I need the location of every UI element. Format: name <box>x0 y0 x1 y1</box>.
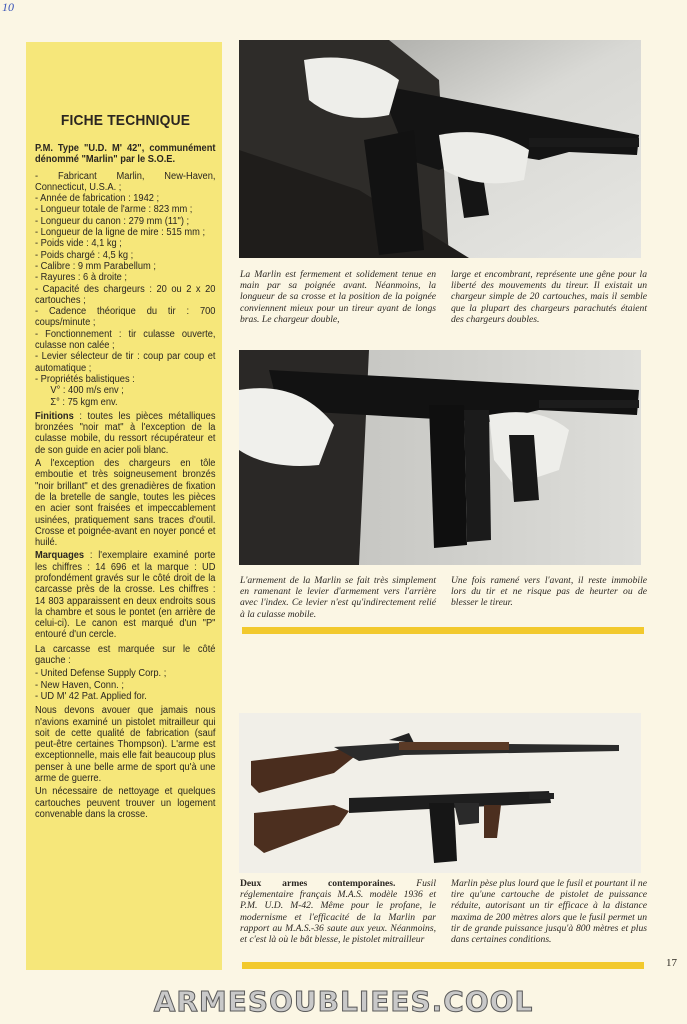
yellow-rule <box>242 627 644 634</box>
carcasse-paragraph: La carcasse est marquée sur le côté gauche : <box>35 643 216 667</box>
spec-item: - Fabricant Marlin, New-Haven, Connecticut, U.S.A. ; <box>35 170 216 193</box>
caption-photo-1-right: large et encombrant, représente une gêne pour la liberté des mouvements du tireur. Il existait un chargeur simple de 20 cartouches, mais il semble que la plupart des chargeurs parachutés étaient des chargeurs doubles. <box>451 269 647 325</box>
corner-mark: 10 <box>2 0 14 14</box>
spec-item: - Levier sélecteur de tir : coup par coup et automatique ; <box>35 351 216 374</box>
spec-item: - Propriétés balistiques : <box>35 373 135 385</box>
spec-item: - Longueur du canon : 279 mm (11") ; <box>35 215 190 227</box>
spec-item: - Calibre : 9 mm Parabellum ; <box>35 260 156 272</box>
photo-marlin-held <box>239 40 641 258</box>
caption-photo-3-bold: Deux armes contemporaines. <box>240 878 396 889</box>
carcasse-item: - UD M' 42 Pat. Applied for. <box>35 690 147 702</box>
marquages-text: : l'exemplaire examiné porte les chiffres : 14 696 et la marque : UD profondément gravés sur le côté droit de la carcasse près de la crosse. Les chiffres : 14 803 apparaissent en deux endroits sous la chambre et sous le pontet (en arrière de celui-ci). Le canon est marqué d'un "P" entouré d'un cercle. <box>35 550 216 641</box>
spec-list <box>35 171 215 408</box>
photo-two-weapons <box>239 713 641 873</box>
technical-sheet-sidebar <box>26 42 222 970</box>
spec-item: - Poids vide : 4,1 kg ; <box>35 238 122 250</box>
caption-photo-2-left: L'armement de la Marlin se fait très simplement en ramenant le levier d'armement vers l'arrière avec l'index. Ce levier n'est qu'indirectement relié à la culasse mobile. <box>240 575 436 620</box>
caption-photo-3-text: Fusil réglementaire français M.A.S. modèle 1936 et P.M. U.D. M-42. Même pour le profane, le modernisme et l'efficacité de la Marlin par rapport au M.A.S.-36 saute aux yeux. Néanmoins, et c'est là où le bât blesse, le pistolet mitrailleur <box>240 878 436 946</box>
watermark: ARMESOUBLIEES.COOL <box>153 985 534 1018</box>
spec-item: - Rayures : 6 à droite ; <box>35 272 128 284</box>
necessaire-paragraph: Un nécessaire de nettoyage et quelques cartouches peuvent trouver un logement convenable dans la crosse. <box>35 786 216 820</box>
carcasse-list <box>35 668 215 702</box>
carcasse-item: - New Haven, Conn. ; <box>35 679 124 691</box>
spec-item: - Longueur totale de l'arme : 823 mm ; <box>35 204 193 216</box>
caption-photo-3-right: Marlin pèse plus lourd que le fusil et pourtant il ne tire qu'une cartouche de pistolet de puissance réduite, autorisant un tir efficace à la distance maxima de 200 mètres alors que le fusil permet un tir de grande puissance jusqu'à 800 mètres et plus dans certaines conditions. <box>451 878 647 946</box>
page-number: 17 <box>666 957 677 969</box>
ballistic-item: V° : 400 m/s env ; <box>50 385 124 397</box>
marquages-paragraph <box>35 550 215 640</box>
finitions-label: Finitions <box>35 410 74 422</box>
spec-item: - Cadence théorique du tir : 700 coups/minute ; <box>35 306 216 329</box>
spec-item: - Capacité des chargeurs : 20 ou 2 x 20 cartouches ; <box>35 283 216 306</box>
spec-item: - Poids chargé : 4,5 kg ; <box>35 249 134 261</box>
sidebar-title: FICHE TECHNIQUE <box>60 112 191 129</box>
chargeurs-paragraph: A l'exception des chargeurs en tôle emboutie et très soigneusement bronzés "noir brillant" et des grenadières de fixation de la bretelle de sangle, toutes les pièces en acier sont fraisées et impeccablement usinées, pratiquement sans traces d'outil. Crosse et poignée-avant en noyer poncé et huilé. <box>35 458 216 549</box>
photo-marlin-cocking <box>239 350 641 565</box>
avouer-paragraph: Nous devons avouer que jamais nous n'avions examiné un pistolet mitrailleur qui soit de cette qualité de fabrication (sauf peut-être certaines Thompson). L'arme est exceptionnelle, mais elle fait beaucoup plus penser à une belle arme de sport qu'à une arme de guerre. <box>35 705 216 785</box>
caption-photo-2-right: Une fois ramené vers l'avant, il reste immobile lors du tir et ne risque pas de heurter ou de blesser le tireur. <box>451 575 647 609</box>
sidebar-body <box>35 143 215 820</box>
caption-photo-3-left <box>240 878 436 945</box>
spec-item: - Année de fabrication : 1942 ; <box>35 193 160 205</box>
yellow-rule <box>242 962 644 969</box>
ballistic-item: Σ° : 75 kgm env. <box>50 396 118 408</box>
carcasse-item: - United Defense Supply Corp. ; <box>35 668 167 680</box>
spec-item: - Fonctionnement : tir culasse ouverte, culasse non calée ; <box>35 328 216 352</box>
spec-title: P.M. Type "U.D. M' 42", communément dénommé "Marlin" par le S.O.E. <box>35 143 216 166</box>
spec-item: - Longueur de la ligne de mire : 515 mm ; <box>35 227 206 239</box>
caption-photo-1-left: La Marlin est fermement et solidement tenue en main par sa poignée avant. Néanmoins, la longueur de sa crosse et la position de la poignée conviennent mieux pour un tireur ayant de longs bras. Le chargeur double, <box>240 269 436 325</box>
finitions-text: : toutes les pièces métalliques bronzées "noir mat" à l'exception de la culasse mobile, du ressort récupérateur et de son guide en acier poli blanc. <box>35 410 216 456</box>
marquages-label: Marquages <box>35 550 85 562</box>
finitions-paragraph <box>35 411 215 456</box>
